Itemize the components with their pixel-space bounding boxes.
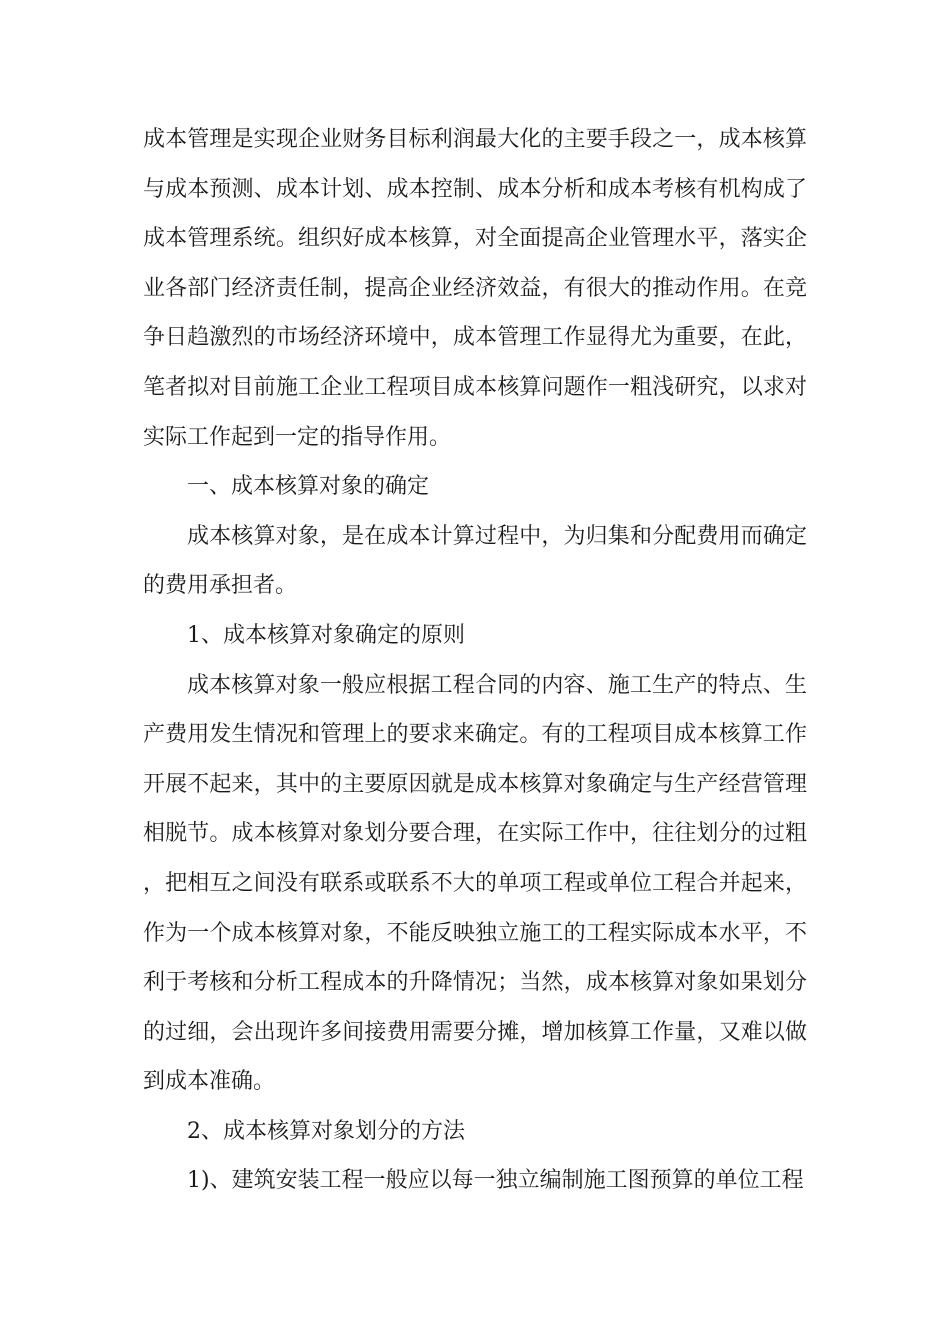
definition-paragraph: 成本核算对象，是在成本计算过程中，为归集和分配费用而确定的费用承担者。 [143, 523, 807, 599]
principle-paragraph: 成本核算对象一般应根据工程合同的内容、施工生产的特点、生产费用发生情况和管理上的要求来确定。有的工程项目成本核算工作开展不起来，其中的主要原因就是成本核算对象确定与生产经营管理相脱节。成本核算对象划分要合理，在实际工作中，往往划分的过粗，把相互之间没有联系或联系不大的单项工程或单位工程合并起来，作为一个成本核算对象，不能反映独立施工的工程实际成本水平，不利于考核和分析工程成本的升降情况；当然，成本核算对象如果划分的过细，会出现许多间接费用需要分摊，增加核算工作量，又难以做到成本准确。 [143, 672, 807, 1095]
subsection-heading-2: 2、成本核算对象划分的方法 [187, 1118, 465, 1144]
section-heading-1: 一、成本核算对象的确定 [187, 474, 430, 500]
document-body [143, 115, 807, 1206]
intro-paragraph: 成本管理是实现企业财务目标利润最大化的主要手段之一，成本核算与成本预测、成本计划、成本控制、成本分析和成本考核有机构成了成本管理系统。组织好成本核算，对全面提高企业管理水平，落实企业各部门经济责任制，提高企业经济效益，有很大的推动作用。在竞争日趋激烈的市场经济环境中，成本管理工作显得尤为重要，在此，笔者拟对目前施工企业工程项目成本核算问题作一粗浅研究，以求对实际工作起到一定的指导作用。 [143, 127, 807, 450]
method-paragraph: 1)、建筑安装工程一般应以每一独立编制施工图预算的单位工程 [187, 1168, 804, 1194]
subsection-heading-1: 1、成本核算对象确定的原则 [187, 622, 465, 648]
